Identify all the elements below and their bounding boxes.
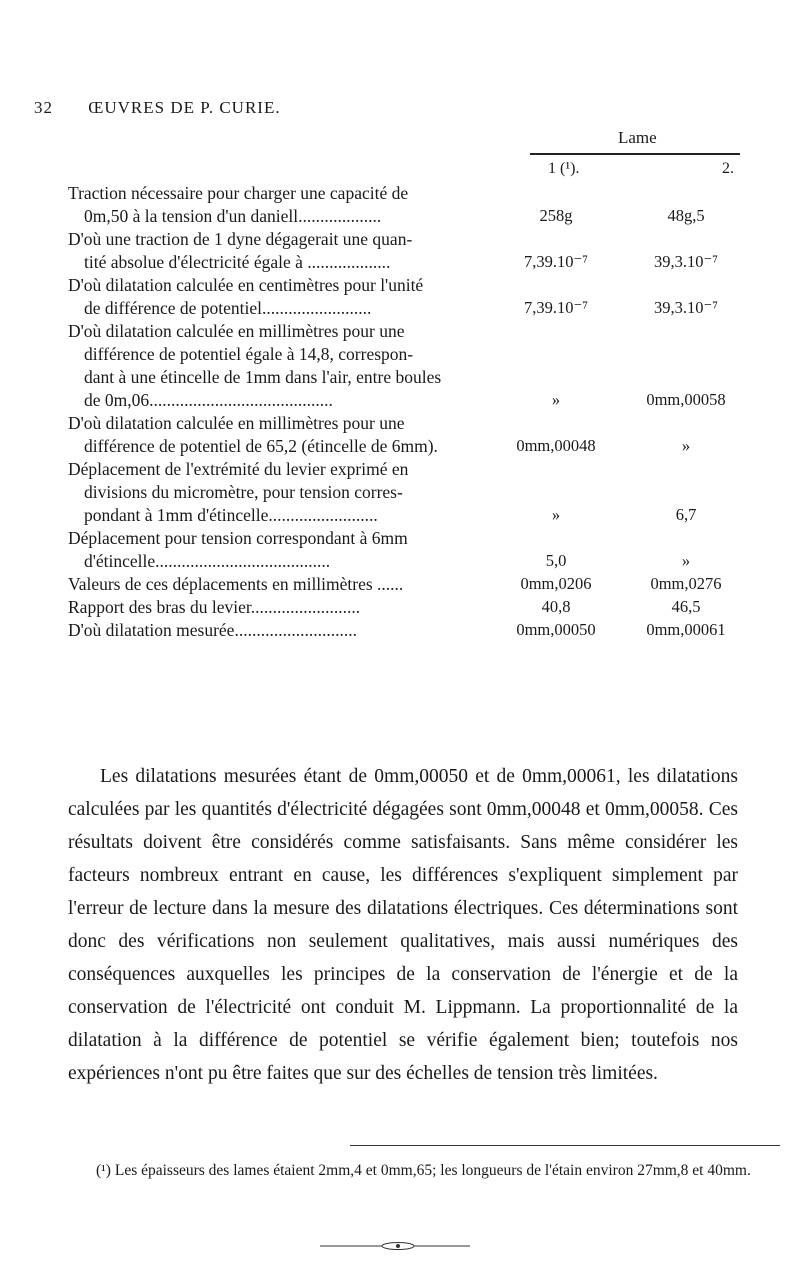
table-cell-col1: 7,39.10⁻⁷ [524, 298, 588, 317]
table-row-label-line: Traction nécessaire pour charger une capacité de [68, 183, 409, 203]
table-row-label-line: D'où dilatation calculée en millimètres pour une [68, 413, 405, 433]
running-header [34, 98, 281, 118]
column-header-2: 2. [722, 160, 734, 177]
table-row-label-line: Déplacement pour tension correspondant à 6mm [68, 528, 408, 548]
table-cell-col2: 39,3.10⁻⁷ [654, 298, 718, 317]
table-cell-col2: 0mm,00058 [646, 390, 726, 409]
table-cell-col1: 0mm,0206 [520, 574, 592, 593]
table-header-rule [530, 153, 740, 155]
table-cell-col2: 39,3.10⁻⁷ [654, 252, 718, 271]
table-cell-col2: » [681, 551, 691, 570]
table-row-label-line: dant à une étincelle de 1mm dans l'air, entre boules [84, 367, 442, 387]
table-cell-col2: 46,5 [671, 597, 701, 616]
table-cell-col2: 0mm,0276 [650, 574, 722, 593]
paragraph-text: Les dilatations mesurées étant de 0mm,00050 et de 0mm,00061, les dilatations calculées par les quantités d'électricité dégagées sont 0mm,00048 et 0mm,00058. Ces résultats doivent être considérés comme satisfaisants. Sans même considérer les facteurs nombreux entrant en cause, les différences s'expliquent simplement par l'erreur de lecture dans la mesure des dilatations électriques. Ces déterminations sont donc des vérifications non seulement qualitatives, mais aussi numériques des conséquences auxquelles les principes de la conservation de l'énergie et de la conservation de l'électricité ont conduit M. Lippmann. La proportionnalité de la dilatation à la différence de potentiel se vérifie également bien; toutefois nos expériences n'ont pu être faites que sur des échelles de tension très limitées. [68, 766, 738, 1084]
table-cell-col2: » [681, 436, 691, 455]
table-row-label-line: D'où dilatation mesurée............................ [68, 620, 357, 640]
table-cell-col1: 40,8 [541, 597, 571, 616]
table-row-label-line: D'où une traction de 1 dyne dégagerait une quan- [68, 229, 413, 249]
footnote-text: (¹) Les épaisseurs des lames étaient 2mm,4 et 0mm,65; les longueurs de l'étain environ 27mm,8 et 40mm. [96, 1162, 751, 1179]
table-row-label-line: d'étincelle........................................ [84, 551, 331, 571]
table-row-label-line: pondant à 1mm d'étincelle......................... [84, 505, 378, 525]
table-cell-col2: 48g,5 [667, 206, 705, 225]
table-row-label-line: tité absolue d'électricité égale à ................... [84, 252, 391, 272]
running-title: ŒUVRES DE P. CURIE. [88, 98, 281, 117]
footnote [96, 1160, 756, 1182]
table-cell-col1: » [551, 505, 561, 524]
table-row-label-line: différence de potentiel de 65,2 (étincelle de 6mm). [84, 436, 438, 456]
table-cell-col2: 0mm,00061 [646, 620, 726, 639]
page-number: 32 [34, 98, 53, 117]
table-cell-col1: 0mm,00050 [516, 620, 596, 639]
table-cell-col1: 7,39.10⁻⁷ [524, 252, 588, 271]
table-row-label-line: différence de potentiel égale à 14,8, correspon- [84, 344, 414, 364]
table-cell-col1: 0mm,00048 [516, 436, 596, 455]
ornament-icon [320, 1240, 470, 1252]
table-cell-col2: 6,7 [675, 505, 697, 524]
table-row-label-line: Déplacement de l'extrémité du levier exprimé en [68, 459, 409, 479]
table-row-label-line: Valeurs de ces déplacements en millimètres ...... [68, 574, 404, 594]
table-cell-col1: » [551, 390, 561, 409]
table-cell-col1: 258g [539, 206, 573, 225]
table-group-title: Lame [618, 128, 657, 147]
table-row-label-line: 0m,50 à la tension d'un daniell................... [84, 206, 382, 226]
table-row-label-line: D'où dilatation calculée en centimètres pour l'unité [68, 275, 424, 295]
table-row-label-line: de 0m,06.......................................... [84, 390, 333, 410]
table-row-label-line: Rapport des bras du levier......................... [68, 597, 361, 617]
column-header-1: 1 (¹). [548, 160, 580, 177]
body-paragraph [68, 760, 738, 1090]
table-row-label-line: D'où dilatation calculée en millimètres pour une [68, 321, 405, 341]
footnote-rule [350, 1145, 780, 1146]
table-cell-col1: 5,0 [545, 551, 567, 570]
table-row-label-line: divisions du micromètre, pour tension corres- [84, 482, 403, 502]
table-row-label-line: de différence de potentiel......................... [84, 298, 372, 318]
